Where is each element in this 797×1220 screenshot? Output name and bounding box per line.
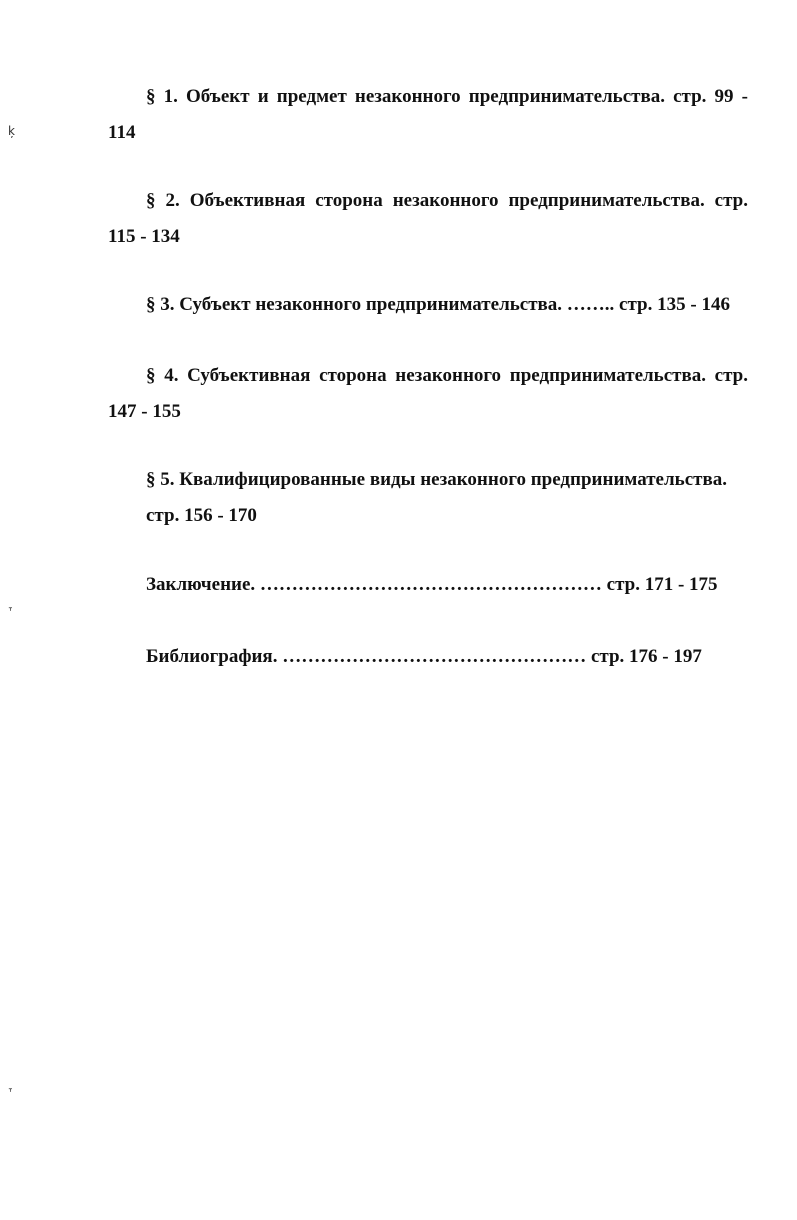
margin-scan-mark: ᐪ [8, 1086, 13, 1100]
toc-entry-section-1 [108, 79, 748, 151]
toc-entry-bibliography [146, 639, 786, 675]
toc-entry-pages: 114 [108, 122, 136, 143]
toc-entry-section-4 [108, 358, 748, 430]
toc-entry-section-2 [108, 183, 748, 255]
toc-entry-title: § 5. Квалифицированные виды незаконного предпринимательства. [146, 469, 727, 490]
toc-entry-section-5 [108, 462, 748, 534]
margin-scan-mark: ķ [8, 124, 15, 138]
toc-entry-title: § 4. Субъективная сторона незаконного предпринимательства. стр. [146, 365, 748, 386]
toc-entry-title: Библиография. ………………………………………… стр. 176 - 197 [146, 646, 702, 667]
toc-entry-title: § 1. Объект и предмет незаконного предпринимательства. стр. 99 - [146, 86, 748, 107]
toc-entry-conclusion [146, 567, 786, 603]
toc-entry-title: § 2. Объективная сторона незаконного предпринимательства. стр. [146, 190, 748, 211]
toc-entry-title: Заключение. ……………………………………………… стр. 171 - 175 [146, 574, 718, 595]
toc-entry-pages: 147 - 155 [108, 401, 181, 422]
margin-scan-mark: ᐪ [8, 605, 13, 619]
toc-entry-section-3 [108, 287, 748, 323]
toc-entry-title: § 3. Субъект незаконного предпринимательства. …….. стр. 135 - 146 [146, 294, 730, 315]
toc-entry-pages: 115 - 134 [108, 226, 180, 247]
toc-entry-pages: стр. 156 - 170 [146, 505, 257, 526]
